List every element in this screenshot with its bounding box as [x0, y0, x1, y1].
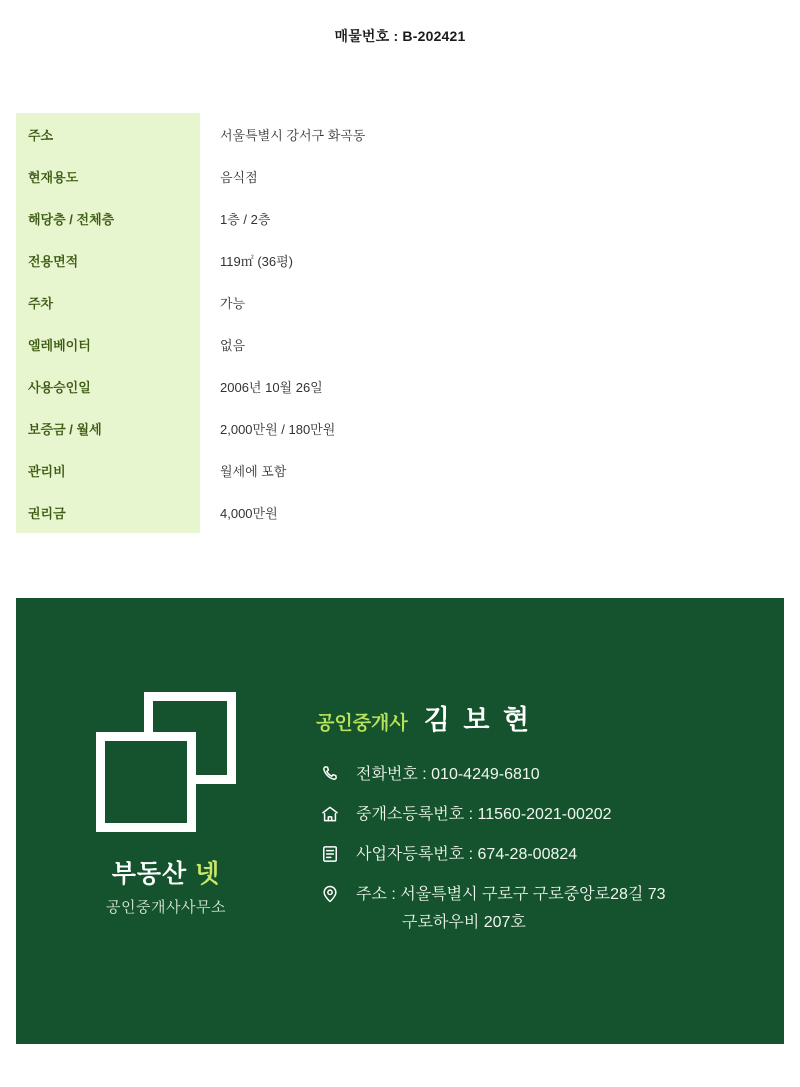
- listing-number: 매물번호 : B-202421: [334, 28, 466, 44]
- contact-registration-text: 중개소등록번호 : 11560-2021-00202: [356, 806, 612, 823]
- property-spec-table: [16, 113, 784, 533]
- spec-value: 4,000만원: [200, 491, 784, 533]
- table-row: [16, 239, 784, 281]
- table-row: [16, 197, 784, 239]
- agency-brand-subtitle: 공인중개사사무소: [106, 899, 226, 916]
- two-overlapping-squares-icon: [96, 692, 236, 832]
- agent-title: [316, 698, 784, 737]
- agency-brand-name-accent: 넷: [195, 860, 221, 888]
- table-row: [16, 491, 784, 533]
- table-row: [16, 281, 784, 323]
- spec-value: 없음: [200, 323, 784, 365]
- location-pin-icon: [316, 883, 344, 904]
- spec-value: 119㎡ (36평): [200, 239, 784, 281]
- table-row: [16, 113, 784, 155]
- table-row: [16, 407, 784, 449]
- agency-brand-name: [16, 854, 316, 890]
- spec-key: 관리비: [16, 449, 200, 491]
- agency-brand-name-main: 부동산: [111, 860, 188, 888]
- table-row: [16, 155, 784, 197]
- home-icon: [316, 803, 344, 824]
- contact-business-number-text: 사업자등록번호 : 674-28-00824: [356, 846, 578, 863]
- agency-brand: [16, 598, 316, 917]
- spec-key: 전용면적: [16, 239, 200, 281]
- agent-name: 김 보 현: [423, 705, 533, 735]
- table-row: [16, 365, 784, 407]
- contact-address-line2: 구로하우비 207호: [402, 914, 526, 931]
- spec-key: 권리금: [16, 491, 200, 533]
- contact-address-line1: 주소 : 서울특별시 구로구 구로중앙로28길 73: [356, 886, 666, 903]
- spec-key: 주소: [16, 113, 200, 155]
- table-row: [16, 323, 784, 365]
- agent-role-label: 공인중개사: [316, 713, 408, 734]
- spec-key: 현재용도: [16, 155, 200, 197]
- spec-value: 1층 / 2층: [200, 197, 784, 239]
- spec-key: 엘레베이터: [16, 323, 200, 365]
- phone-icon: [316, 763, 344, 784]
- spec-value: 2,000만원 / 180만원: [200, 407, 784, 449]
- agent-info: [316, 598, 784, 951]
- property-spec-table-body: [16, 113, 784, 533]
- agency-footer-card: [16, 598, 784, 1044]
- spec-key: 주차: [16, 281, 200, 323]
- spec-value: 월세에 포함: [200, 449, 784, 491]
- spec-key: 해당층 / 전체층: [16, 197, 200, 239]
- contact-address: [316, 883, 784, 935]
- table-row: [16, 449, 784, 491]
- spec-value: 가능: [200, 281, 784, 323]
- contact-phone: [316, 763, 784, 787]
- contact-phone-text: 전화번호 : 010-4249-6810: [356, 766, 540, 783]
- contact-registration: [316, 803, 784, 827]
- spec-value: 2006년 10월 26일: [200, 365, 784, 407]
- spec-key: 보증금 / 월세: [16, 407, 200, 449]
- spec-value: 음식점: [200, 155, 784, 197]
- document-icon: [316, 843, 344, 864]
- agency-footer-inner: [16, 598, 784, 1044]
- spec-key: 사용승인일: [16, 365, 200, 407]
- contact-business-number: [316, 843, 784, 867]
- spec-value: 서울특별시 강서구 화곡동: [200, 113, 784, 155]
- contact-address-text-wrap: [356, 883, 666, 935]
